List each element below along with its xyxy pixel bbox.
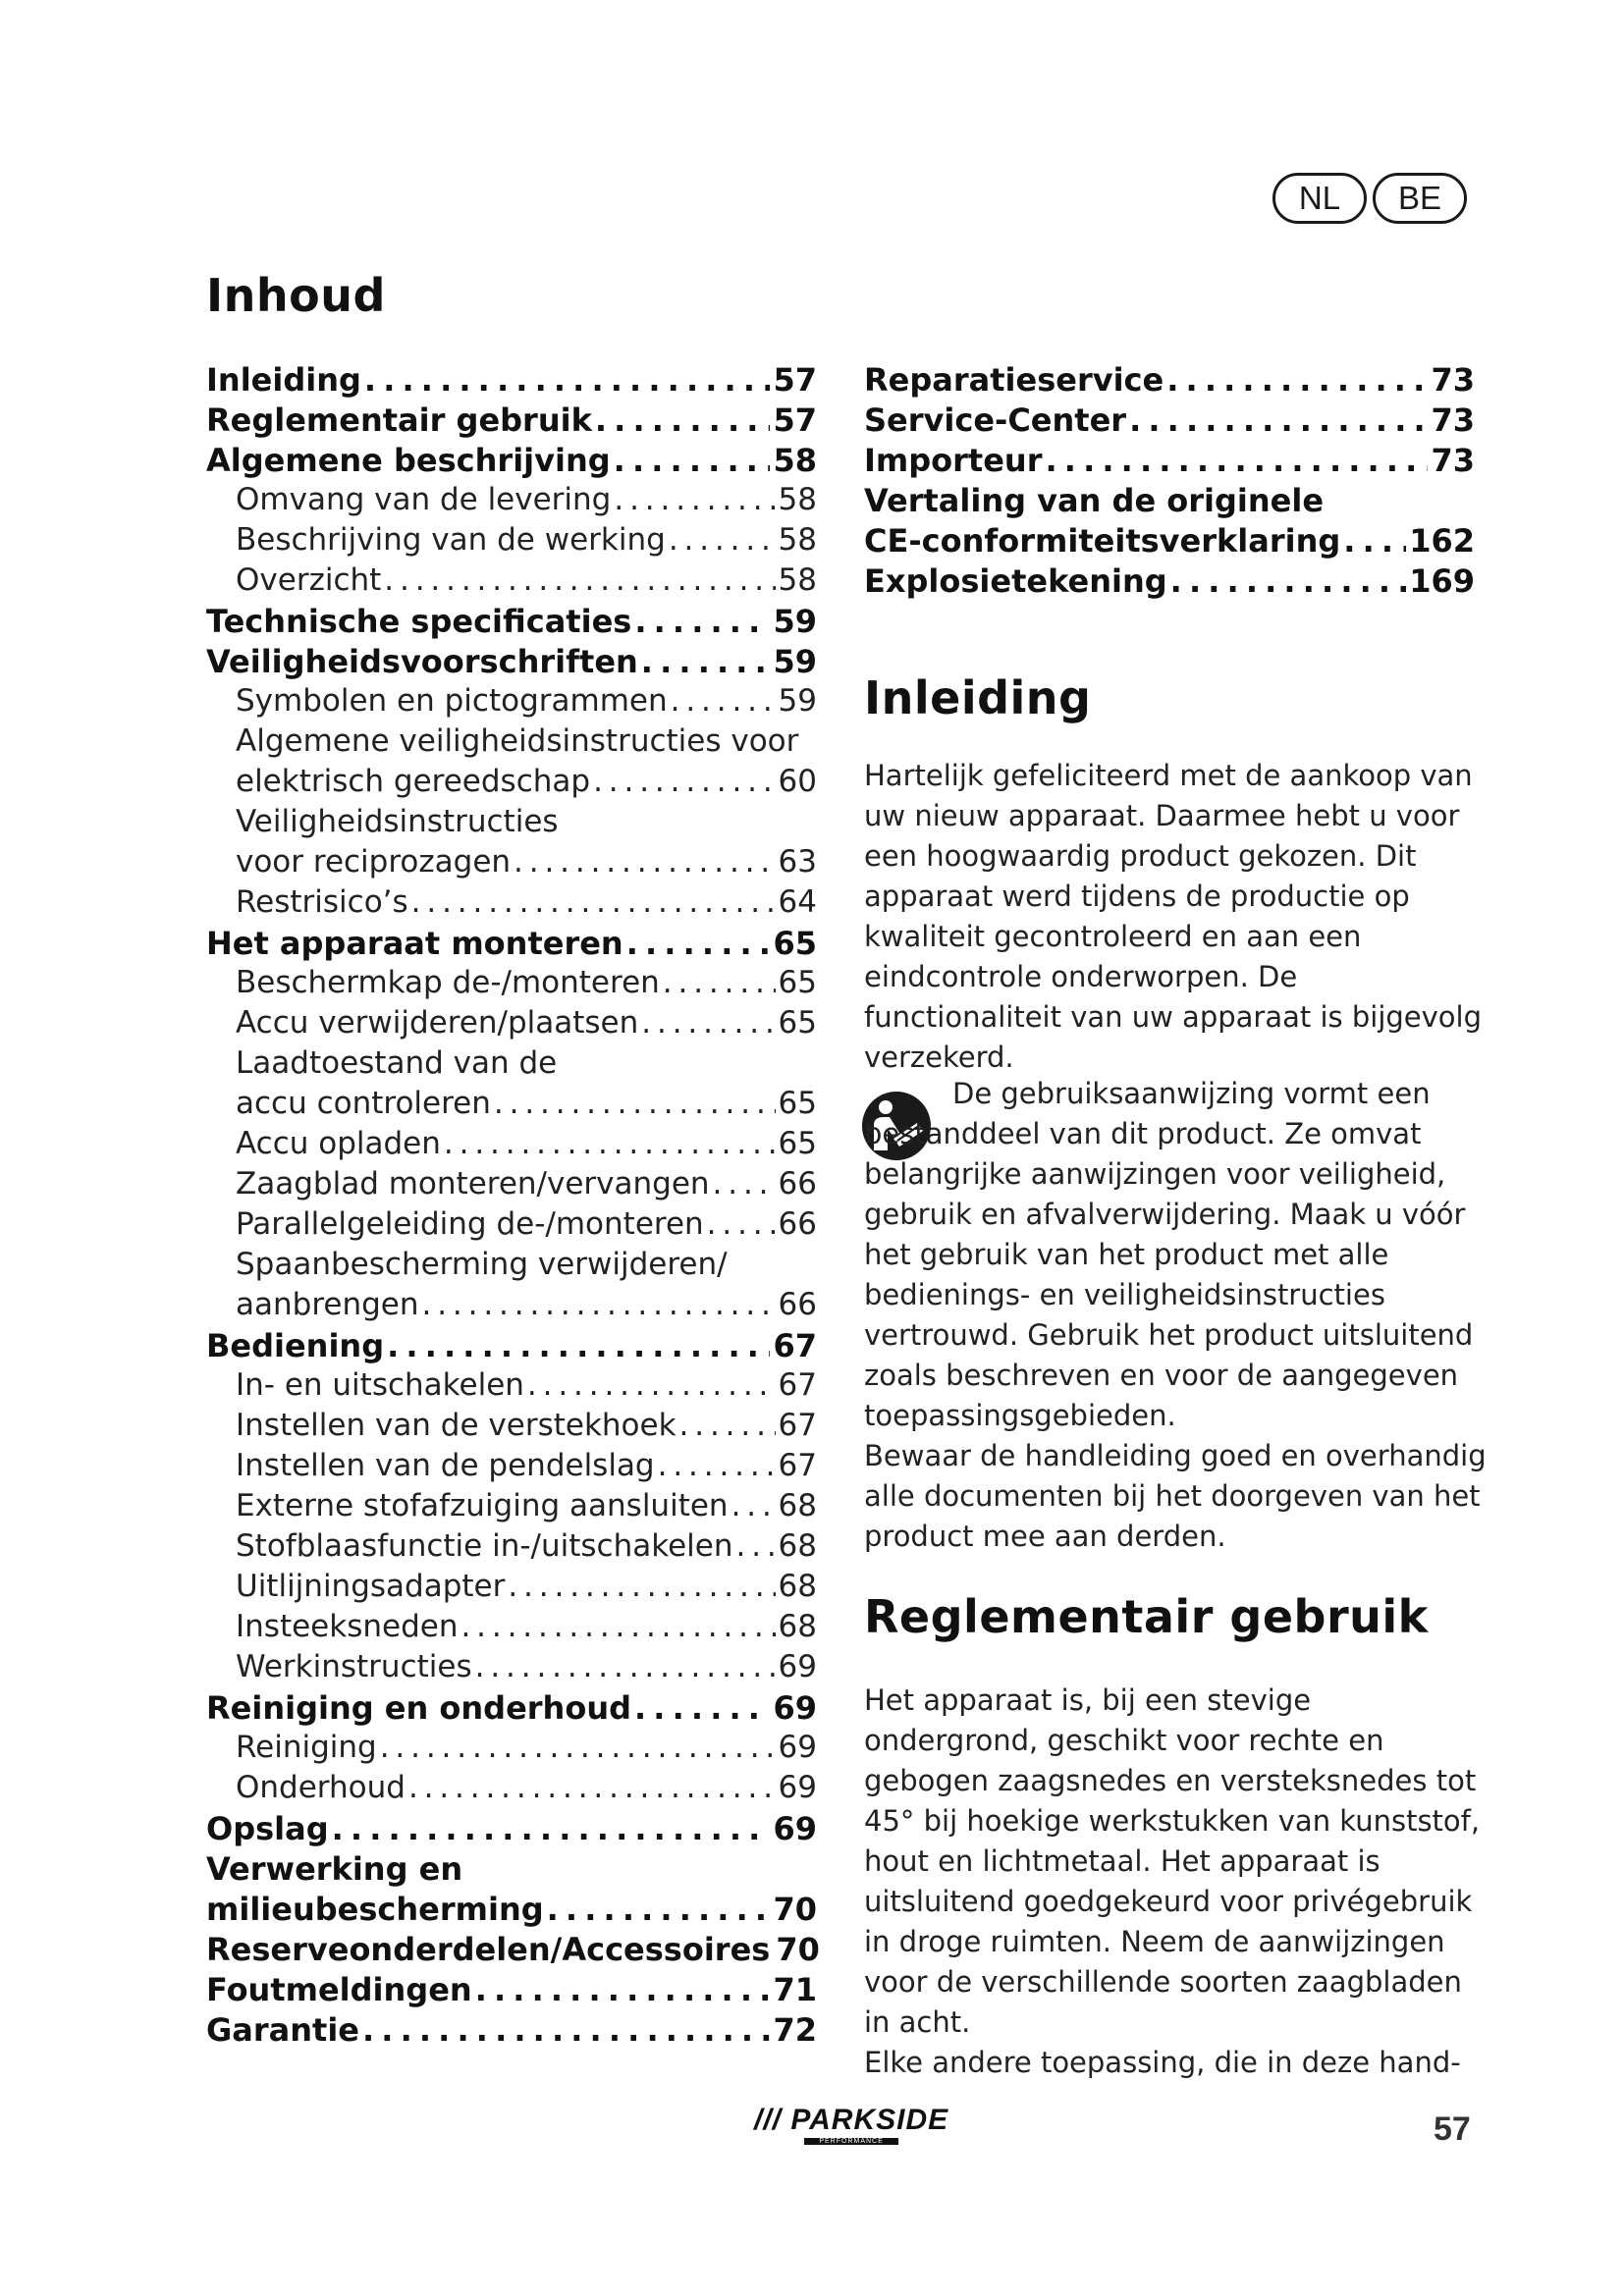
page-number: 57 bbox=[1434, 2110, 1471, 2148]
toc-entry[interactable] bbox=[206, 1730, 817, 1770]
toc-entry[interactable] bbox=[206, 1126, 817, 1166]
toc-entry[interactable] bbox=[206, 361, 817, 401]
toc-label: milieubescherming bbox=[206, 1891, 544, 1928]
inleiding-note bbox=[864, 1074, 1489, 1557]
toc-leader bbox=[422, 1287, 776, 1322]
toc-leader bbox=[1170, 562, 1407, 600]
toc-entry[interactable] bbox=[206, 1649, 817, 1689]
toc-entry[interactable] bbox=[206, 1689, 817, 1730]
toc-label: Symbolen en pictogrammen bbox=[236, 683, 668, 719]
toc-leader bbox=[444, 1126, 776, 1161]
toc-label: Spaanbescherming verwijderen/ bbox=[236, 1247, 728, 1282]
toc-label: voor reciprozagen bbox=[236, 844, 512, 880]
section-heading-reglementair: Reglementair gebruik bbox=[864, 1590, 1429, 1643]
toc-page: 65 bbox=[778, 1126, 817, 1161]
toc-leader bbox=[387, 1327, 770, 1364]
toc-label: Instellen van de verstekhoek bbox=[236, 1408, 677, 1443]
toc-page: 59 bbox=[773, 643, 817, 680]
toc-right-column bbox=[864, 361, 1475, 603]
toc-leader bbox=[634, 1689, 770, 1727]
toc-entry[interactable] bbox=[206, 1045, 817, 1086]
toc-leader bbox=[1166, 361, 1428, 399]
toc-entry[interactable] bbox=[206, 1005, 817, 1045]
toc-label: Uitlijningsadapter bbox=[236, 1569, 506, 1604]
toc-entry[interactable] bbox=[206, 2011, 817, 2052]
toc-page: 72 bbox=[773, 2011, 817, 2049]
toc-entry[interactable] bbox=[206, 1448, 817, 1488]
toc-label: Algemene beschrijving bbox=[206, 442, 611, 479]
toc-entry[interactable] bbox=[864, 522, 1475, 562]
toc-leader bbox=[707, 1206, 776, 1242]
toc-leader bbox=[1343, 522, 1406, 560]
toc-entry[interactable] bbox=[206, 643, 817, 683]
toc-page: 57 bbox=[773, 361, 817, 399]
toc-entry[interactable] bbox=[206, 723, 817, 764]
toc-page: 65 bbox=[778, 1005, 817, 1041]
toc-label: Insteeksneden bbox=[236, 1609, 459, 1644]
toc-label: Stofblaasfunctie in-/uitschakelen bbox=[236, 1528, 733, 1564]
toc-label: Vertaling van de originele bbox=[864, 482, 1325, 519]
toc-leader bbox=[595, 401, 771, 439]
toc-leader bbox=[626, 925, 771, 962]
toc-label: Beschermkap de-/monteren bbox=[236, 965, 660, 1000]
toc-label: Technische specificaties bbox=[206, 603, 632, 640]
toc-entry[interactable] bbox=[206, 442, 817, 482]
toc-page: 70 bbox=[773, 1891, 817, 1928]
toc-entry[interactable] bbox=[206, 1931, 820, 1971]
toc-entry[interactable] bbox=[206, 844, 817, 884]
toc-page: 162 bbox=[1409, 522, 1475, 560]
toc-title: Inhoud bbox=[206, 269, 386, 322]
toc-label: In- en uitschakelen bbox=[236, 1367, 524, 1403]
toc-label: Garantie bbox=[206, 2011, 359, 2049]
toc-entry[interactable] bbox=[206, 1488, 817, 1528]
toc-label: aanbrengen bbox=[236, 1287, 419, 1322]
toc-leader bbox=[641, 643, 771, 680]
toc-page: 58 bbox=[778, 482, 817, 517]
toc-entry[interactable] bbox=[206, 603, 817, 643]
toc-leader bbox=[475, 1649, 776, 1684]
toc-leader bbox=[508, 1569, 775, 1604]
toc-page: 58 bbox=[778, 522, 817, 558]
toc-page: 68 bbox=[778, 1569, 817, 1604]
toc-entry[interactable] bbox=[864, 482, 1475, 522]
toc-label: accu controleren bbox=[236, 1086, 491, 1121]
toc-entry[interactable] bbox=[206, 1086, 817, 1126]
toc-page: 63 bbox=[778, 844, 817, 880]
toc-label: Het apparaat monteren bbox=[206, 925, 623, 962]
toc-page: 67 bbox=[778, 1367, 817, 1403]
toc-page: 69 bbox=[773, 1689, 817, 1727]
toc-label: Opslag bbox=[206, 1810, 329, 1847]
toc-page: 68 bbox=[778, 1488, 817, 1523]
toc-label: Reserveonderdelen/Accessoires bbox=[206, 1931, 771, 1968]
toc-leader bbox=[384, 562, 775, 598]
logo-sub: PERFORMANCE bbox=[804, 2138, 898, 2145]
toc-page: 59 bbox=[778, 683, 817, 719]
toc-leader bbox=[614, 482, 775, 517]
toc-label: Verwerking en bbox=[206, 1850, 463, 1888]
logo-brand: /// PARKSIDE bbox=[754, 2104, 949, 2136]
toc-leader bbox=[731, 1488, 776, 1523]
toc-page: 66 bbox=[778, 1166, 817, 1201]
toc-page: 58 bbox=[773, 442, 817, 479]
toc-entry[interactable] bbox=[206, 683, 817, 723]
toc-label: Service-Center bbox=[864, 401, 1127, 439]
toc-page: 65 bbox=[778, 965, 817, 1000]
toc-label: Externe stofafzuiging aansluiten bbox=[236, 1488, 729, 1523]
section-heading-inleiding: Inleiding bbox=[864, 671, 1092, 724]
toc-label: elektrisch gereedschap bbox=[236, 764, 591, 799]
toc-leader bbox=[713, 1166, 776, 1201]
toc-page: 65 bbox=[773, 925, 817, 962]
toc-leader bbox=[364, 361, 771, 399]
toc-entry[interactable] bbox=[206, 925, 817, 965]
toc-entry[interactable] bbox=[206, 1408, 817, 1448]
toc-page: 69 bbox=[773, 1810, 817, 1847]
reglementair-text-2: Elke andere toepassing, die in deze hand- bbox=[864, 2046, 1461, 2079]
inleiding-note-text-2: Bewaar de handleiding goed en overhandig alle documenten bij het doorgeven van het product mee aan derden. bbox=[864, 1439, 1487, 1553]
toc-entry[interactable] bbox=[206, 1287, 817, 1327]
toc-entry[interactable] bbox=[206, 482, 817, 522]
toc-label: Inleiding bbox=[206, 361, 361, 399]
toc-page: 57 bbox=[773, 401, 817, 439]
toc-label: Algemene veiligheidsinstructies voor bbox=[236, 723, 799, 759]
toc-page: 71 bbox=[773, 1971, 817, 2008]
toc-label: Zaagblad monteren/vervangen bbox=[236, 1166, 710, 1201]
toc-entry[interactable] bbox=[864, 562, 1475, 603]
toc-entry[interactable] bbox=[206, 1247, 817, 1287]
toc-leader bbox=[380, 1730, 776, 1765]
toc-page: 169 bbox=[1409, 562, 1475, 600]
toc-entry[interactable] bbox=[206, 1609, 817, 1649]
toc-entry[interactable] bbox=[206, 1891, 817, 1931]
toc-entry[interactable] bbox=[206, 884, 817, 925]
toc-page: 73 bbox=[1431, 361, 1475, 399]
inleiding-note-text: De gebruiksaanwijzing vormt een bestanddeel van dit product. Ze omvat belangrijke aanwijzingen voor veiligheid, gebruik en afvalverwijdering. Maak u vóór het gebruik van het product met alle bedienings- en veiligheidsinstructies vertrouwd. Gebruik het product uitsluitend zoals beschreven en voor de aangegeven toepassingsgebieden. bbox=[864, 1077, 1474, 1432]
toc-label: Onderhoud bbox=[236, 1770, 406, 1805]
toc-leader bbox=[671, 683, 776, 719]
toc-leader bbox=[475, 1971, 771, 2008]
toc-leader bbox=[669, 522, 776, 558]
toc-leader bbox=[614, 442, 771, 479]
toc-leader bbox=[514, 844, 776, 880]
toc-label: Reiniging en onderhoud bbox=[206, 1689, 631, 1727]
toc-label: Parallelgeleiding de-/monteren bbox=[236, 1206, 704, 1242]
toc-leader bbox=[527, 1367, 776, 1403]
toc-leader bbox=[641, 1005, 775, 1041]
toc-page: 60 bbox=[778, 764, 817, 799]
toc-page: 58 bbox=[778, 562, 817, 598]
toc-page: 73 bbox=[1431, 401, 1475, 439]
toc-entry[interactable] bbox=[206, 1327, 817, 1367]
badge-nl: NL bbox=[1272, 173, 1367, 224]
toc-page: 70 bbox=[776, 1931, 820, 1968]
toc-leader bbox=[736, 1528, 776, 1564]
toc-label: Reparatieservice bbox=[864, 361, 1164, 399]
toc-entry[interactable] bbox=[206, 562, 817, 603]
toc-entry[interactable] bbox=[206, 522, 817, 562]
toc-page: 67 bbox=[773, 1327, 817, 1364]
toc-leader bbox=[679, 1408, 776, 1443]
toc-page: 68 bbox=[778, 1609, 817, 1644]
toc-leader bbox=[362, 2011, 770, 2049]
toc-entry[interactable] bbox=[864, 442, 1475, 482]
toc-leader bbox=[460, 1609, 775, 1644]
toc-entry[interactable] bbox=[206, 804, 817, 844]
toc-entry[interactable] bbox=[864, 401, 1475, 442]
toc-entry[interactable] bbox=[206, 1770, 817, 1810]
toc-entry[interactable] bbox=[206, 1166, 817, 1206]
toc-page: 67 bbox=[778, 1408, 817, 1443]
toc-leader bbox=[494, 1086, 776, 1121]
toc-label: Foutmeldingen bbox=[206, 1971, 472, 2008]
toc-leader bbox=[547, 1891, 771, 1928]
toc-label: Accu opladen bbox=[236, 1126, 441, 1161]
toc-page: 66 bbox=[778, 1206, 817, 1242]
inleiding-paragraph: Hartelijk gefeliciteerd met de aankoop van uw nieuw apparaat. Daarmee hebt u voor een hoogwaardig product gekozen. Dit apparaat werd tijdens de productie op kwaliteit gecontroleerd en aan een eindcontrole onderworpen. De functionaliteit van uw apparaat is bijgevolg verzekerd. bbox=[864, 759, 1482, 1074]
toc-leader bbox=[663, 965, 776, 1000]
toc-page: 65 bbox=[778, 1086, 817, 1121]
toc-entry[interactable] bbox=[206, 401, 817, 442]
toc-entry[interactable] bbox=[206, 764, 817, 804]
toc-label: Omvang van de levering bbox=[236, 482, 612, 517]
toc-page: 69 bbox=[778, 1649, 817, 1684]
toc-entry[interactable] bbox=[206, 1569, 817, 1609]
toc-label: Importeur bbox=[864, 442, 1043, 479]
reglementair-paragraph bbox=[864, 1681, 1489, 2083]
parkside-logo bbox=[754, 2104, 948, 2145]
toc-label: Bediening bbox=[206, 1327, 385, 1364]
toc-label: Reglementair gebruik bbox=[206, 401, 592, 439]
toc-page: 59 bbox=[773, 603, 817, 640]
toc-leader bbox=[593, 764, 775, 799]
toc-label: Reiniging bbox=[236, 1730, 377, 1765]
toc-label: Instellen van de pendelslag bbox=[236, 1448, 655, 1483]
toc-page: 73 bbox=[1431, 442, 1475, 479]
toc-left-column bbox=[206, 361, 820, 2052]
reglementair-text: Het apparaat is, bij een stevige ondergrond, geschikt voor rechte en gebogen zaagsnedes en versteksnedes tot 45° bij hoekige werkstukken van kunststof, hout en lichtmetaal. Het apparaat is uitsluitend goedgekeurd voor privégebruik in droge ruimten. Neem de aanwijzingen voor de verschillende soorten zaagbladen in acht. bbox=[864, 1683, 1481, 2039]
toc-page: 67 bbox=[778, 1448, 817, 1483]
badge-be: BE bbox=[1373, 173, 1467, 224]
toc-leader bbox=[408, 1770, 776, 1805]
toc-entry[interactable] bbox=[206, 965, 817, 1005]
toc-entry[interactable] bbox=[206, 1528, 817, 1569]
toc-label: Veiligheidsinstructies bbox=[236, 804, 559, 839]
toc-page: 66 bbox=[778, 1287, 817, 1322]
toc-label: Overzicht bbox=[236, 562, 382, 598]
toc-label: Accu verwijderen/plaatsen bbox=[236, 1005, 639, 1041]
toc-leader bbox=[634, 603, 770, 640]
toc-entry[interactable] bbox=[206, 1367, 817, 1408]
toc-page: 69 bbox=[778, 1730, 817, 1765]
toc-entry[interactable] bbox=[864, 361, 1475, 401]
toc-leader bbox=[1045, 442, 1428, 479]
toc-label: Explosietekening bbox=[864, 562, 1167, 600]
toc-entry[interactable] bbox=[206, 1850, 817, 1891]
toc-page: 69 bbox=[778, 1770, 817, 1805]
toc-label: Laadtoestand van de bbox=[236, 1045, 558, 1081]
toc-leader bbox=[1129, 401, 1428, 439]
toc-label: Werkinstructies bbox=[236, 1649, 472, 1684]
toc-label: Beschrijving van de werking bbox=[236, 522, 666, 558]
toc-page: 68 bbox=[778, 1528, 817, 1564]
toc-leader bbox=[411, 884, 776, 920]
toc-entry[interactable] bbox=[206, 1971, 817, 2011]
toc-entry[interactable] bbox=[206, 1810, 817, 1850]
toc-page: 64 bbox=[778, 884, 817, 920]
toc-label: Veiligheidsvoorschriften bbox=[206, 643, 638, 680]
language-badges bbox=[1272, 173, 1467, 224]
toc-label: Restrisico’s bbox=[236, 884, 408, 920]
toc-entry[interactable] bbox=[206, 1206, 817, 1247]
toc-leader bbox=[658, 1448, 776, 1483]
toc-label: CE-conformiteitsverklaring bbox=[864, 522, 1341, 560]
toc-leader bbox=[332, 1810, 771, 1847]
